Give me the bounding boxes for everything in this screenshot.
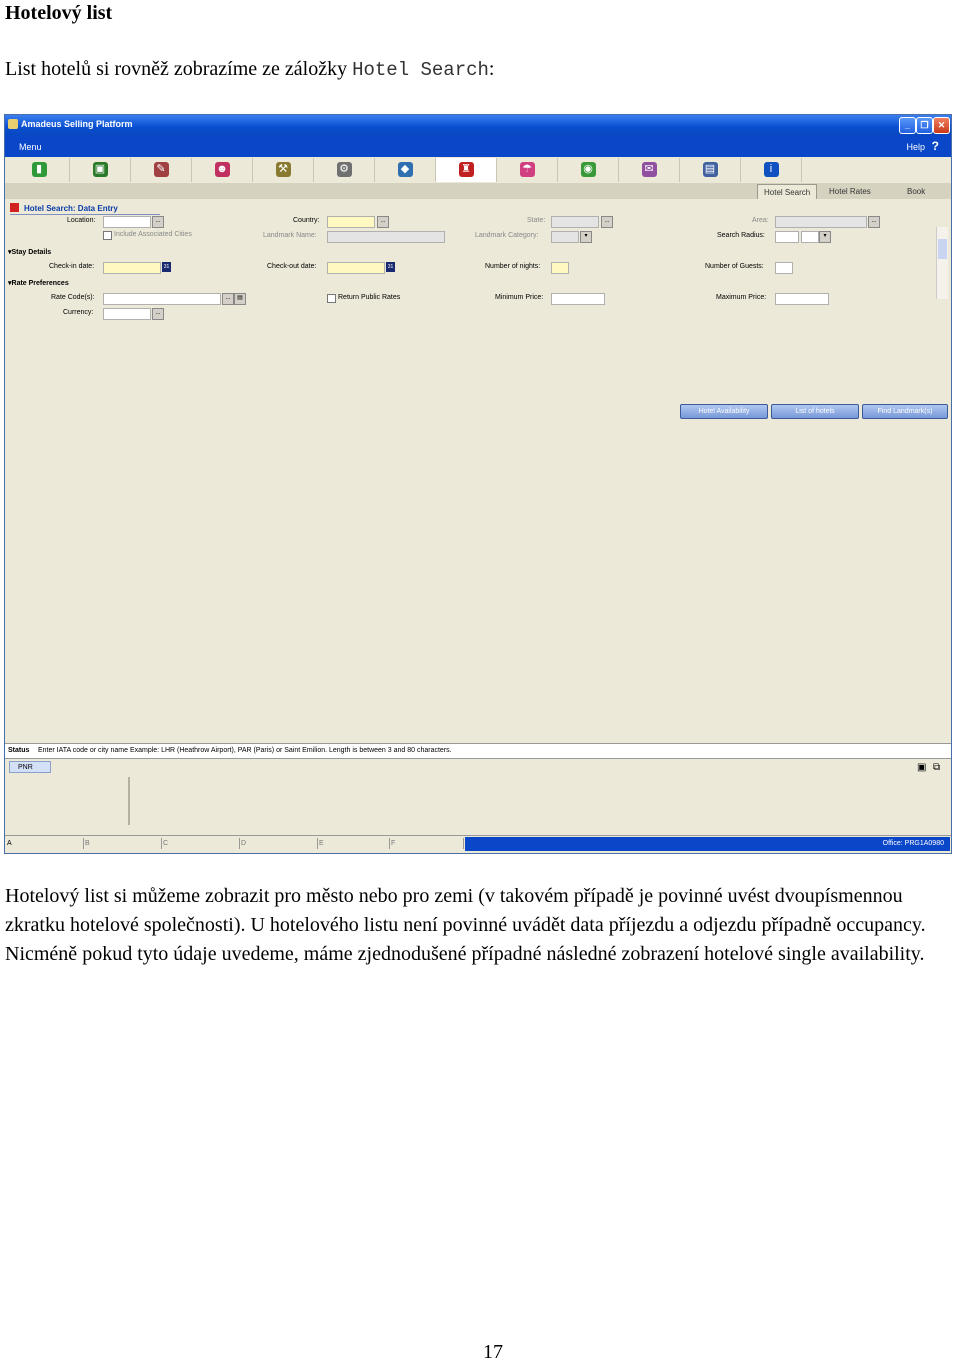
close-button[interactable]: ✕ xyxy=(933,117,950,134)
toolbar-button-pencil[interactable] xyxy=(131,158,192,182)
bottom-bar xyxy=(5,835,951,854)
area-lookup-button[interactable]: ... xyxy=(868,216,880,228)
rate-codes-lookup-button[interactable]: ... xyxy=(222,293,234,305)
page-number: 17 xyxy=(483,1341,503,1363)
nights-input[interactable] xyxy=(551,262,569,274)
currency-input[interactable] xyxy=(103,308,151,320)
tab-hotel-search[interactable]: Hotel Search xyxy=(757,184,817,200)
min-price-label: Minimum Price: xyxy=(495,294,544,301)
menubar xyxy=(5,135,951,157)
hotel-search-panel xyxy=(5,199,951,743)
toolbar-button-globe[interactable] xyxy=(558,158,619,182)
state-lookup-button[interactable]: ... xyxy=(601,216,613,228)
state-label: State: xyxy=(527,217,546,224)
toolbar-button-notes[interactable] xyxy=(619,158,680,182)
max-price-input[interactable] xyxy=(775,293,829,305)
building-icon: ▤ xyxy=(703,162,718,177)
nights-label: Number of nights: xyxy=(485,263,541,270)
check-in-calendar-icon[interactable]: 31 xyxy=(163,264,170,270)
help-button[interactable]: Help xyxy=(906,142,925,152)
search-radius-unit-select[interactable] xyxy=(801,231,819,243)
globe-icon: ◉ xyxy=(581,162,596,177)
toolbar-button-agent[interactable] xyxy=(192,158,253,182)
segment-a[interactable]: A xyxy=(7,838,84,849)
toolbar-button-terminal[interactable] xyxy=(70,158,131,182)
rate-codes-list-icon[interactable]: ▤ xyxy=(234,293,246,305)
pnr-tab[interactable]: PNR xyxy=(9,761,51,773)
agent-icon: ☻ xyxy=(216,163,228,175)
notes-icon: ✉ xyxy=(642,162,657,177)
intro-text: List hotelů si rovněž zobrazíme ze záložky xyxy=(5,58,353,80)
help-icon[interactable]: ? xyxy=(931,139,939,153)
pnr-splitter[interactable] xyxy=(128,777,130,825)
toolbar-button-umbrella[interactable] xyxy=(497,158,558,182)
tools-icon: ⚒ xyxy=(276,162,291,177)
country-label: Country: xyxy=(293,217,320,224)
check-out-label: Check-out date: xyxy=(267,263,317,270)
intro-line xyxy=(5,58,494,81)
toolbar-button-hotel-bellboy[interactable] xyxy=(436,158,497,182)
stay-details-section[interactable]: ▾Stay Details xyxy=(8,249,52,256)
tab-hotel-rates[interactable]: Hotel Rates xyxy=(829,187,871,196)
book-icon: ▮ xyxy=(32,162,47,177)
pnr-bar xyxy=(5,759,951,777)
restore-button[interactable]: ❐ xyxy=(916,117,933,134)
check-in-input[interactable] xyxy=(103,262,161,274)
hotel-panel-icon xyxy=(10,203,19,212)
list-of-hotels-button[interactable]: List of hotels xyxy=(771,404,859,419)
include-associated-label: Include Associated Cities xyxy=(114,231,192,238)
intro-end: : xyxy=(488,58,495,80)
toolbar-button-building[interactable] xyxy=(680,158,741,182)
intro-tab-name: Hotel Search xyxy=(352,59,489,81)
landmark-category-select[interactable] xyxy=(551,231,579,243)
toolbar-button-tools[interactable] xyxy=(253,158,314,182)
landmark-name-label: Landmark Name: xyxy=(263,232,317,239)
landmark-name-input[interactable] xyxy=(327,231,445,243)
window-titlebar xyxy=(5,115,951,135)
status-label: Status xyxy=(8,747,30,754)
guests-label: Number of Guests: xyxy=(705,263,764,270)
pnr-area xyxy=(5,777,951,835)
landmark-category-dropdown[interactable]: ▾ xyxy=(580,231,592,243)
rate-codes-label: Rate Code(s): xyxy=(51,294,95,301)
pnr-window-icon[interactable]: ▣ xyxy=(917,762,927,773)
max-price-label: Maximum Price: xyxy=(716,294,767,301)
panel-title xyxy=(10,203,118,213)
tab-book[interactable]: Book xyxy=(907,187,926,196)
area-label: Area: xyxy=(752,217,769,224)
segment-d[interactable]: D xyxy=(241,838,318,849)
hotel-bellboy-icon: ♜ xyxy=(459,162,474,177)
rate-preferences-section[interactable]: ▾Rate Preferences xyxy=(8,280,69,287)
segment-f[interactable]: F xyxy=(391,838,464,849)
panel-title-rule xyxy=(10,214,160,215)
area-input[interactable] xyxy=(775,216,867,228)
location-label: Location: xyxy=(67,217,96,224)
search-radius-label: Search Radius: xyxy=(717,232,765,239)
hotel-availability-button[interactable]: Hotel Availability xyxy=(680,404,768,419)
check-out-calendar-icon[interactable]: 31 xyxy=(387,264,394,270)
segment-b[interactable]: B xyxy=(85,838,162,849)
search-radius-dropdown[interactable]: ▾ xyxy=(819,231,831,243)
return-public-checkbox[interactable] xyxy=(327,294,336,303)
toolbar xyxy=(5,157,951,184)
info-icon: i xyxy=(764,162,779,177)
pencil-icon: ✎ xyxy=(154,162,169,177)
location-lookup-button[interactable]: ... xyxy=(152,216,164,228)
pnr-detach-icon[interactable]: ⧉ xyxy=(933,762,941,773)
check-in-label: Check-in date: xyxy=(49,263,95,270)
state-input[interactable] xyxy=(551,216,599,228)
include-associated-checkbox[interactable] xyxy=(103,231,112,240)
body-paragraph: Hotelový list si můžeme zobrazit pro město nebo pro zemi (v takovém případě je povinné uvést dvoupísmennou zkratku hotelové společnosti). U hotelového listu není povinné uvádět data příjezdu a odjezdu případně occupancy. Nicméně pokud tyto údaje uvedeme, máme zjednodušené případné následné zobrazení hotelové single availability. xyxy=(5,885,926,965)
scrollbar-thumb[interactable] xyxy=(938,239,947,259)
landmark-category-label: Landmark Category: xyxy=(475,232,539,239)
tab-strip xyxy=(5,183,951,199)
gear-icon: ⚙ xyxy=(337,162,352,177)
segment-c[interactable]: C xyxy=(163,838,240,849)
toolbar-button-info[interactable] xyxy=(741,158,802,182)
return-public-label: Return Public Rates xyxy=(338,294,401,301)
status-text: Enter IATA code or city name Example: LHR (Heathrow Airport), PAR (Paris) or Saint Emilion. Length is between 3 and 80 characters. xyxy=(38,747,452,754)
amadeus-screenshot xyxy=(4,114,952,854)
form-scrollbar[interactable] xyxy=(936,227,948,299)
currency-label: Currency: xyxy=(63,309,94,316)
document-heading: Hotelový list xyxy=(5,2,113,24)
umbrella-icon: ☂ xyxy=(520,162,535,177)
guests-input[interactable] xyxy=(775,262,793,274)
location-input[interactable] xyxy=(103,216,151,228)
toolbar-button-gear[interactable] xyxy=(314,158,375,182)
country-input[interactable] xyxy=(327,216,375,228)
segment-e[interactable]: E xyxy=(319,838,390,849)
rate-codes-input[interactable] xyxy=(103,293,221,305)
app-icon xyxy=(8,119,18,129)
min-price-input[interactable] xyxy=(551,293,605,305)
toolbar-button-book[interactable] xyxy=(9,158,70,182)
search-radius-input[interactable] xyxy=(775,231,799,243)
status-bar xyxy=(5,743,951,759)
minimize-button[interactable]: _ xyxy=(899,117,916,134)
menu-button[interactable]: Menu xyxy=(19,142,42,152)
check-out-input[interactable] xyxy=(327,262,385,274)
toolbar-button-car[interactable] xyxy=(375,158,436,182)
find-landmarks-button[interactable]: Find Landmark(s) xyxy=(862,404,948,419)
office-indicator: Office: PRG1A0980 xyxy=(465,837,950,851)
country-lookup-button[interactable]: ... xyxy=(377,216,389,228)
car-icon: ◆ xyxy=(398,162,413,177)
currency-lookup-button[interactable]: ... xyxy=(152,308,164,320)
window-title: Amadeus Selling Platform xyxy=(21,119,133,129)
panel-title-text: Hotel Search: Data Entry xyxy=(24,204,118,213)
terminal-icon: ▣ xyxy=(93,162,108,177)
